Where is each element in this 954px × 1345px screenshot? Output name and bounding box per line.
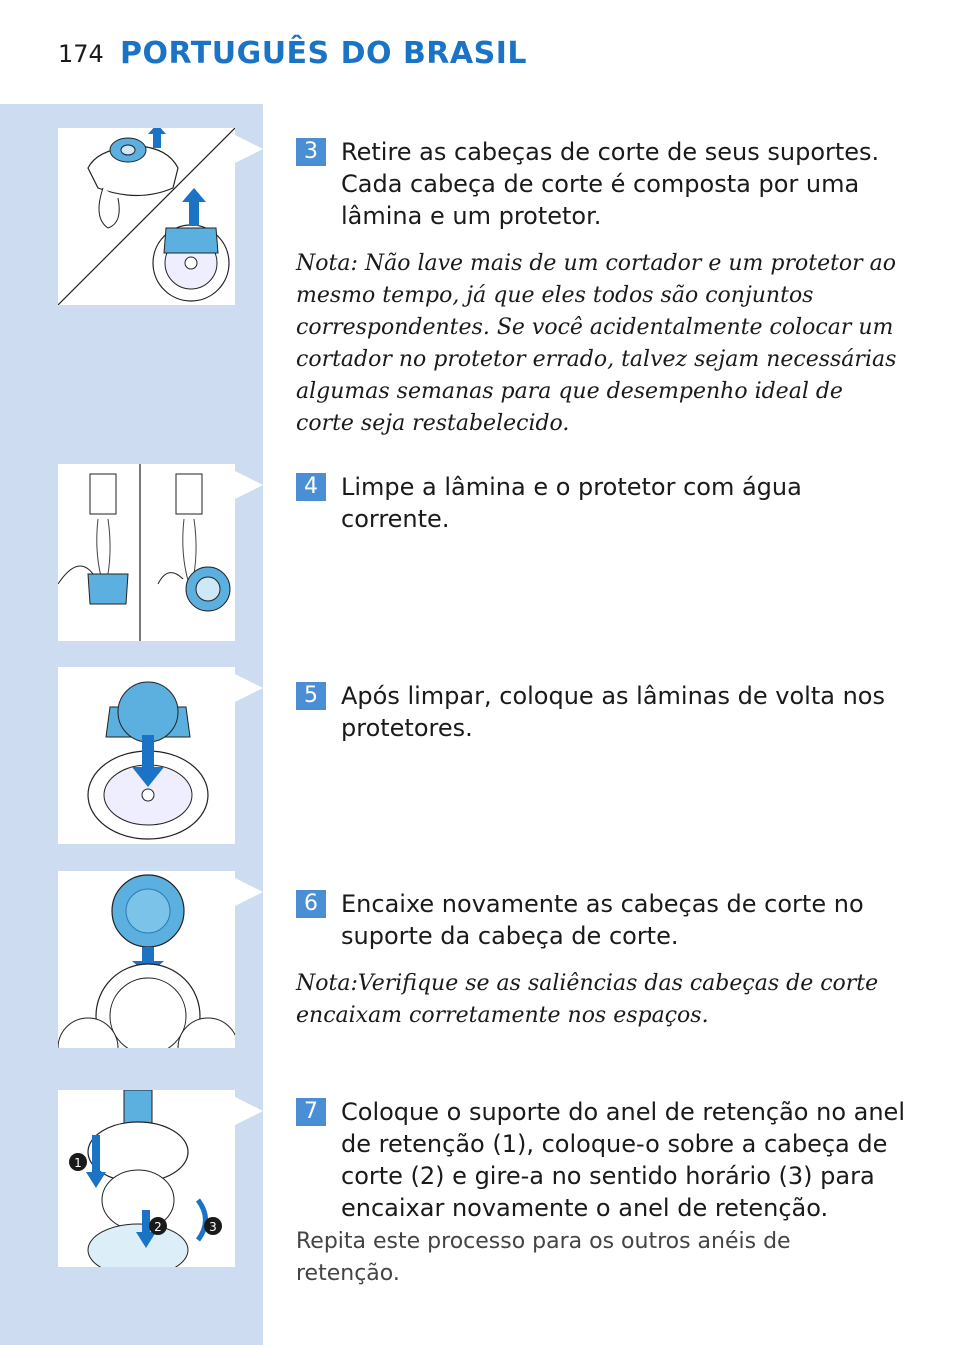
note-text: Nota: Não lave mais de um cortador e um protetor ao mesmo tempo, já que eles todos são conjuntos correspondentes. Se você acidentalmente colocar um cortador no protetor errado, talvez sejam necessárias algumas semanas para que desempenho ideal de corte seja restabelecido. <box>296 251 897 436</box>
retaining-ring-rotate-illustration <box>58 1090 235 1267</box>
step-number-badge: 7 <box>296 1098 326 1126</box>
step-6 <box>296 888 906 952</box>
step-text: Encaixe novamente as cabeças de corte no suporte da cabeça de corte. <box>341 890 864 950</box>
illustration-pointer <box>235 135 263 163</box>
step-number-badge: 6 <box>296 890 326 918</box>
step-5 <box>296 680 906 744</box>
illustration-pointer <box>235 1097 263 1125</box>
marker-1: 1 <box>74 1156 82 1170</box>
step-4 <box>296 471 906 535</box>
step-text: Após limpar, coloque as lâminas de volta nos protetores. <box>341 682 885 742</box>
illustration-pointer <box>235 471 263 499</box>
step-3 <box>296 136 906 232</box>
step-text: Coloque o suporte do anel de retenção no anel de retenção (1), coloque-o sobre a cabeça de corte (2) e gire-a no sentido horário (3) para encaixar novamente o anel de retenção. <box>341 1098 905 1222</box>
step-7 <box>296 1096 906 1224</box>
footer-text: Repita este processo para os outros anéis de retenção. <box>296 1229 791 1286</box>
step-text: Retire as cabeças de corte de seus suportes. Cada cabeça de corte é composta por uma lâmina e um protetor. <box>341 138 880 230</box>
step-number-badge: 5 <box>296 682 326 710</box>
section-title: PORTUGUÊS DO BRASIL <box>120 36 528 71</box>
step-number-badge: 3 <box>296 138 326 166</box>
marker-2: 2 <box>154 1220 162 1234</box>
rinse-under-tap-illustration <box>58 464 235 641</box>
illustration-pointer <box>235 674 263 702</box>
page-number: 174 <box>58 40 104 68</box>
remove-cutting-head-illustration <box>58 128 235 305</box>
step-text: Limpe a lâmina e o protetor com água corrente. <box>341 473 802 533</box>
marker-3: 3 <box>209 1220 217 1234</box>
reinsert-cutter-illustration <box>58 667 235 844</box>
note-text: Nota:Verifique se as saliências das cabeças de corte encaixam corretamente nos espaços. <box>296 971 879 1028</box>
illustration-pointer <box>235 878 263 906</box>
step-number-badge: 4 <box>296 473 326 501</box>
place-heads-in-holder-illustration <box>58 871 235 1048</box>
